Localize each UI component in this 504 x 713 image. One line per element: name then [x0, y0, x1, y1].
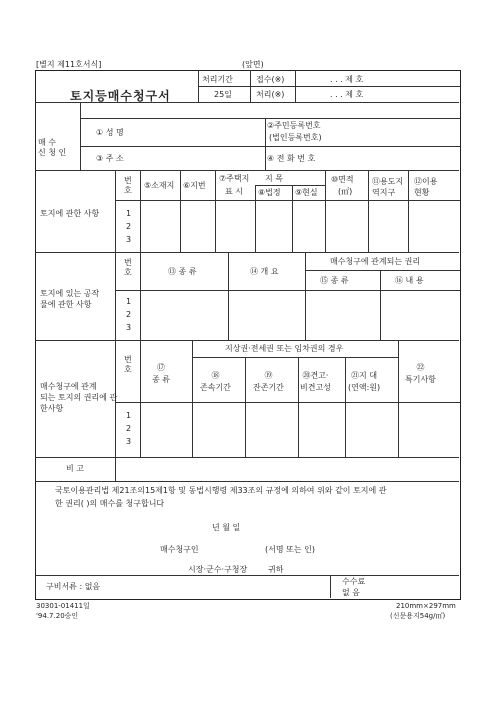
solidity-label: ⑳견고· 비견고성 [300, 371, 331, 392]
approval-date: '94.7.20승인 [36, 612, 79, 620]
rights-row-1: 1 [126, 411, 132, 420]
structure-kind-label: ⑬ 종 류 [168, 267, 197, 276]
form-frame [35, 70, 461, 600]
address-label: ③ 주 소 [96, 154, 124, 163]
signature-note: (서명 또는 인) [265, 545, 315, 554]
structure-row-1: 1 [126, 297, 132, 306]
structure-no-label: 번 호 [124, 258, 132, 277]
lot-label: ⑥지번 [183, 181, 206, 190]
lease-header: 지상권·전세권 또는 임차권의 경우 [225, 344, 344, 353]
land-row-2: 2 [126, 222, 132, 231]
recipient-label: 시장·군수·구청장 [188, 565, 248, 574]
location-label: ⑤소재지 [144, 181, 175, 190]
name-label: ① 성 명 [96, 128, 124, 137]
rights-section-label: 매수청구에 관계 되는 토지의 권리에 관 한사항 [40, 382, 118, 413]
land-row-1: 1 [126, 209, 132, 218]
form-title: 토지등매수청구서 [70, 89, 171, 103]
rights-row-3: 3 [126, 437, 132, 446]
fee-value: 없 음 [342, 588, 360, 597]
rrn-label: ②주민등록번호 [267, 121, 321, 130]
rights-row-2: 2 [126, 424, 132, 433]
paper-type: (신문용지54g/㎡) [390, 612, 446, 620]
jimok-label: 지 목 [265, 174, 283, 183]
structure-row-2: 2 [126, 310, 132, 319]
statement-line-1: 국토이용관리법 제21조의15제1항 및 동법시행령 제33조의 규정에 의하여 위와 같이 토지에 관 [55, 486, 387, 495]
rights-content-label: ⑯ 내 용 [395, 276, 424, 285]
structure-row-3: 3 [126, 323, 132, 332]
receipt-number: . . . 제 호 [330, 75, 364, 84]
phone-label: ④ 전 화 번 호 [267, 154, 316, 163]
housing-land-sub-label: 표 시 [225, 187, 243, 196]
jimok-legal-label: ⑧법정 [258, 188, 281, 197]
required-docs: 구비서류 : 없음 [46, 582, 101, 591]
area-label: ⑩면적 [331, 175, 354, 184]
structure-section-label: 토지에 있는 공작 물에 관한 사항 [40, 289, 100, 309]
form-number: [별지 제11호서식] [36, 60, 102, 69]
recipient-honorific: 귀하 [268, 565, 284, 574]
receipt-label: 접수(※) [256, 75, 285, 84]
structure-overview-label: ⑭ 개 요 [250, 267, 279, 276]
processing-period-value: 25일 [214, 90, 232, 99]
rent-label: ㉑지 대 (연액:원) [348, 371, 381, 392]
land-no-label: 번 호 [124, 176, 132, 195]
processing-period-label: 처리기간 [202, 75, 233, 84]
rights-no-label: 번 호 [124, 355, 132, 374]
date-line: 년 월 일 [212, 523, 241, 532]
applicant-sign-label: 매수청구인 [160, 545, 199, 554]
applicant-label: 매 수 신 청 인 [38, 138, 67, 157]
jimok-actual-label: ⑨현실 [295, 188, 318, 197]
usage-label: ⑫이용 현황 [414, 177, 438, 198]
remarks-label: 비 고 [66, 464, 84, 473]
statement-line-2: 한 권리( )의 매수를 청구합니다 [55, 499, 165, 508]
corp-number-label: (법인등록번호) [269, 133, 322, 142]
land-row-3: 3 [126, 235, 132, 244]
zone-label: ⑪용도지 역지구 [372, 177, 404, 198]
remaining-label: ⑲ 잔존기간 [253, 371, 284, 392]
handled-number: . . . 제 호 [330, 90, 364, 99]
fee-label: 수수료 [342, 577, 366, 586]
paper-size: 210mm×297mm [396, 602, 456, 610]
housing-land-label: ⑦주택지 [219, 174, 250, 183]
duration-label: ⑱ 존속기간 [200, 371, 231, 392]
special-label: ㉒ 특기사항 [405, 363, 436, 384]
rights-kind-label-2: ⑰ 종 류 [152, 363, 170, 384]
rights-kind-label: ⑮ 종 류 [320, 276, 349, 285]
form-code: 30301-01411일 [36, 602, 90, 610]
rights-header: 매수청구에 관계되는 권리 [330, 257, 421, 266]
area-unit: (㎡) [338, 187, 353, 196]
page-side: (앞면) [242, 60, 264, 69]
land-section-label: 토지에 관한 사항 [40, 209, 100, 218]
handled-label: 처리(※) [256, 90, 285, 99]
